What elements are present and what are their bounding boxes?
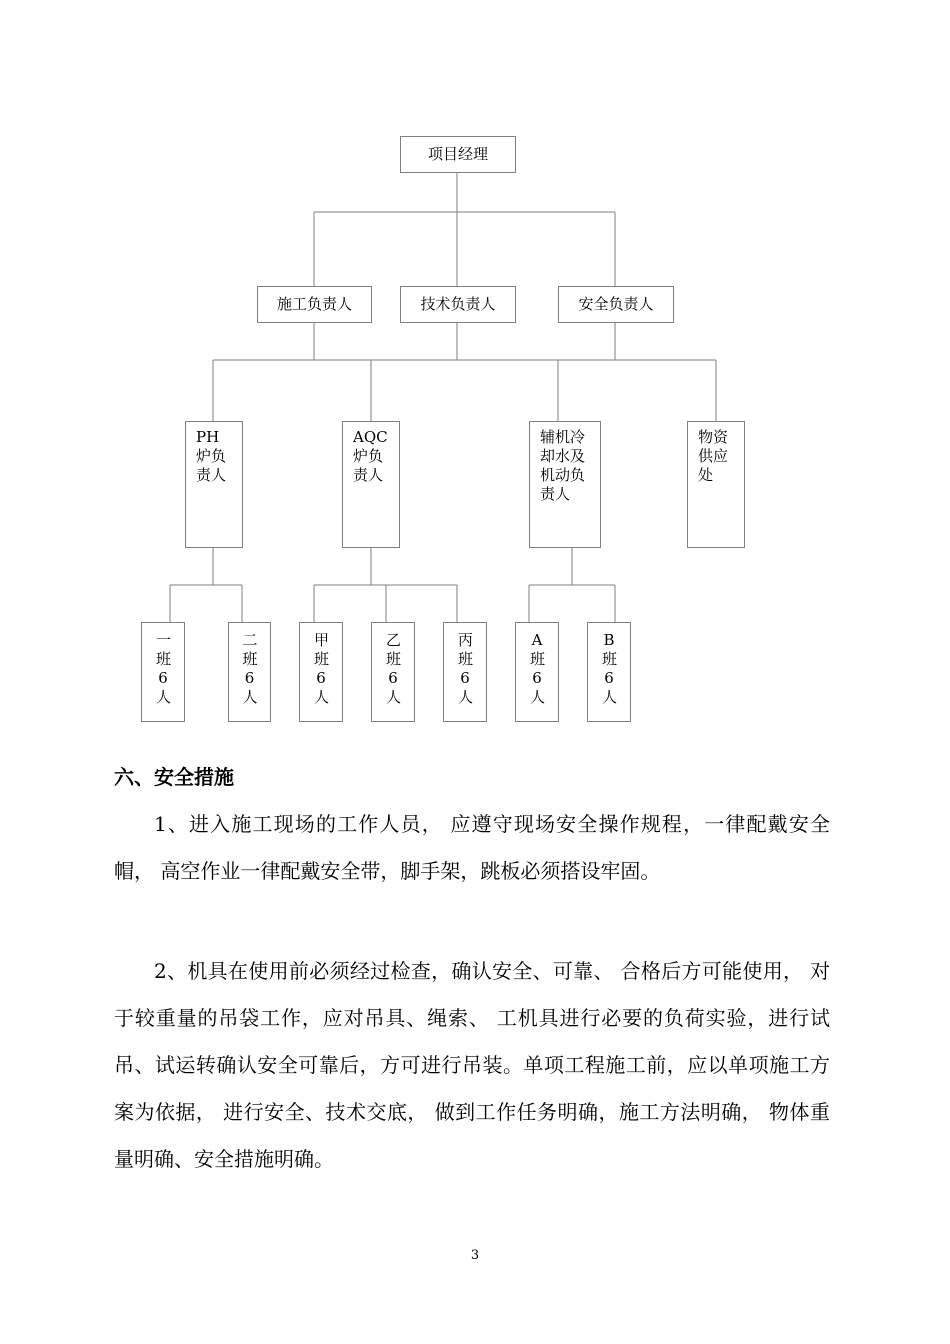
section-heading: 六、安全措施 <box>114 765 234 789</box>
node-materials-supply <box>687 421 745 548</box>
node-label: 辅机冷却水及机动负责人 <box>540 428 586 503</box>
node-label: 甲班6人 <box>314 631 330 706</box>
node-label: 二班6人 <box>242 631 258 706</box>
node-label: 项目经理 <box>427 145 488 163</box>
node-construction-lead <box>257 286 372 323</box>
node-aqc-furnace-lead <box>342 421 400 548</box>
node-safety-lead <box>558 286 674 323</box>
node-label: 施工负责人 <box>276 295 352 313</box>
node-technical-lead <box>400 286 516 323</box>
node-label: 技术负责人 <box>420 295 496 313</box>
node-label: 丙班6人 <box>458 631 474 706</box>
node-ph-furnace-lead <box>185 421 243 548</box>
node-team <box>515 622 559 722</box>
node-label: B班6人 <box>602 631 618 706</box>
node-team <box>371 622 415 722</box>
node-team <box>299 622 343 722</box>
node-label: 一班6人 <box>156 631 172 706</box>
node-auxiliary-lead <box>529 421 601 548</box>
node-project-manager <box>400 136 516 173</box>
node-team <box>141 622 185 722</box>
node-label: A班6人 <box>530 631 546 706</box>
node-label: 物资供应处 <box>698 428 729 484</box>
node-label: 安全负责人 <box>578 295 654 313</box>
node-label: 乙班6人 <box>386 631 402 706</box>
node-team <box>587 622 631 722</box>
paragraph-2: 2、机具在使用前必须经过检查，确认安全、可靠、 合格后方可能使用， 对于较重量的吊袋工作，应对吊具、绳索、 工机具进行必要的负荷实验，进行试吊、试运转确认安全可靠后，方可进行吊装。单项工程施工前，应以单项施工方案为依据， 进行安全、技术交底， 做到工作任务明确，施工方法明确， 物体重量明确、安全措施明确。 <box>114 959 830 1171</box>
page-number: 3 <box>470 1248 480 1263</box>
node-label: PH 炉负责人 <box>196 428 227 484</box>
paragraph-1: 1、进入施工现场的工作人员， 应遵守现场安全操作规程，一律配戴安全帽， 高空作业一律配戴安全带，脚手架，跳板必须搭设牢固。 <box>114 812 830 883</box>
node-team <box>443 622 487 722</box>
node-label: AQC 炉负责人 <box>353 428 388 484</box>
node-team <box>228 622 271 722</box>
